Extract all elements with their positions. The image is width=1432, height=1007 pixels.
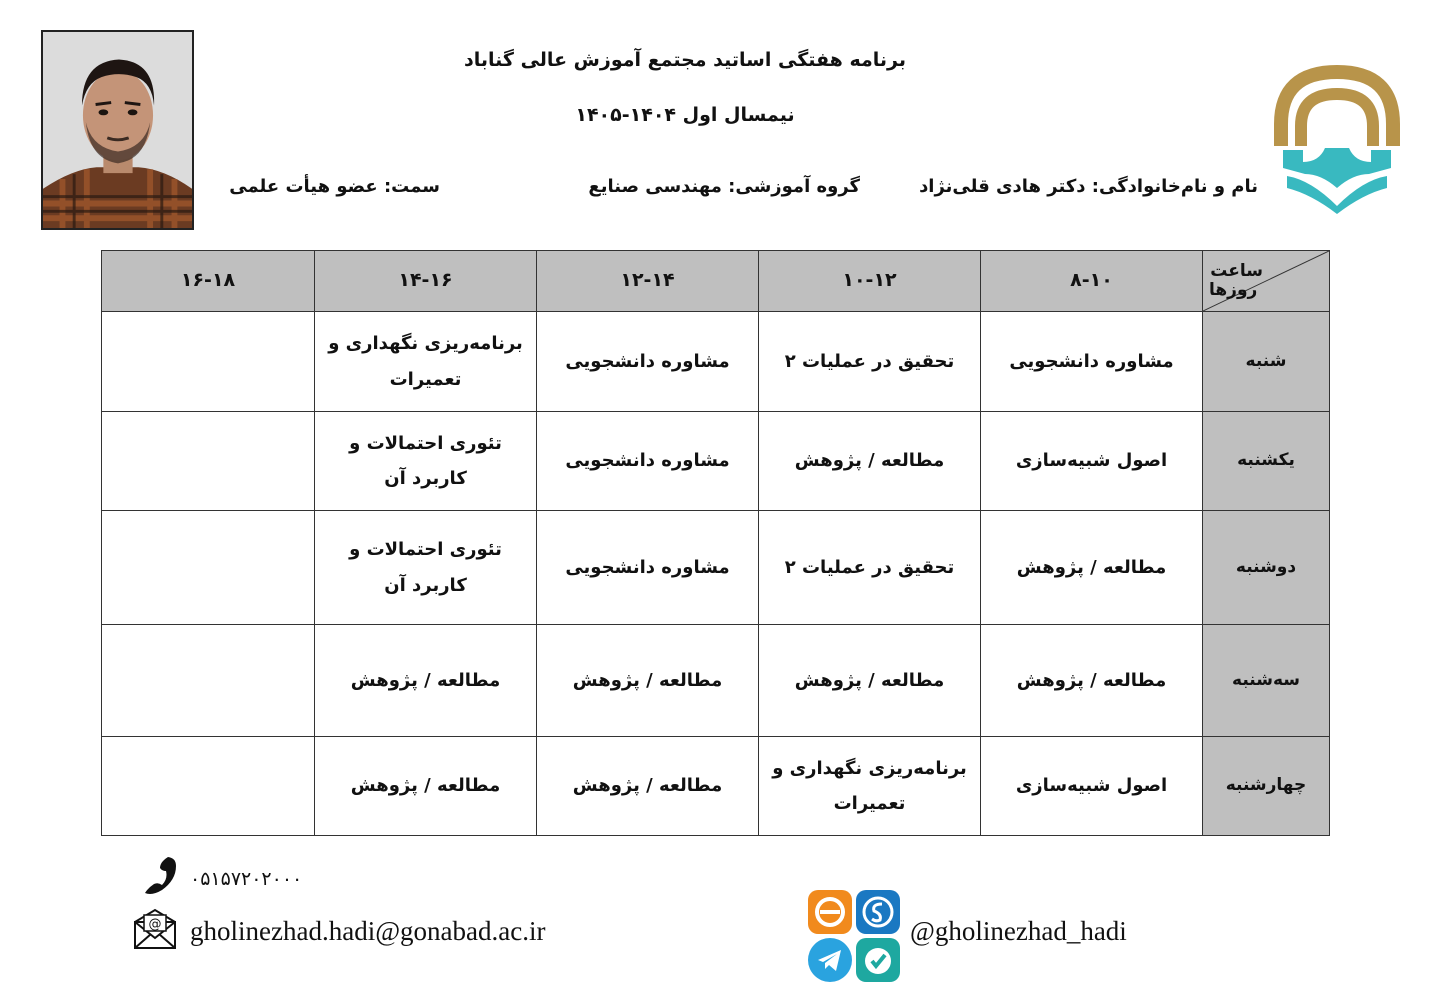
time-slot-header: ۱۲-۱۴ <box>537 251 759 312</box>
professor-name: نام و نام‌خانوادگی: دکتر هادی قلی‌نژاد <box>919 176 1258 197</box>
schedule-cell: مشاوره دانشجویی <box>537 412 759 511</box>
profile-photo <box>41 30 194 230</box>
corner-cell <box>1203 251 1330 312</box>
table-row <box>102 625 1330 737</box>
phone-icon <box>138 854 180 896</box>
soroush-icon[interactable] <box>856 890 900 934</box>
schedule-cell: مطالعه / پژوهش <box>315 625 537 737</box>
time-slot-header: ۱۶-۱۸ <box>102 251 315 312</box>
semester-label: نیمسال اول ۱۴۰۴-۱۴۰۵ <box>575 104 795 126</box>
institution-logo <box>1273 64 1401 214</box>
phone-number[interactable]: ۰۵۱۵۷۲۰۲۰۰۰ <box>190 868 303 890</box>
table-row <box>102 412 1330 511</box>
day-label: چهارشنبه <box>1203 737 1330 836</box>
email-address[interactable]: gholinezhad.hadi@gonabad.ac.ir <box>190 916 546 946</box>
schedule-cell <box>102 412 315 511</box>
table-row <box>102 737 1330 836</box>
table-header-row <box>102 251 1330 312</box>
day-label: یکشنبه <box>1203 412 1330 511</box>
weekly-schedule-table <box>101 250 1330 836</box>
eitaa-icon[interactable] <box>808 890 852 934</box>
schedule-cell: تحقیق در عملیات ۲ <box>759 511 981 625</box>
department-group: گروه آموزشی: مهندسی صنایع <box>588 176 860 197</box>
schedule-cell: مطالعه / پژوهش <box>315 737 537 836</box>
schedule-cell <box>102 625 315 737</box>
schedule-cell: تئوری احتمالات و کاربرد آن <box>315 511 537 625</box>
schedule-cell: مشاوره دانشجویی <box>537 511 759 625</box>
schedule-cell: مطالعه / پژوهش <box>537 737 759 836</box>
schedule-cell: مشاوره دانشجویی <box>537 312 759 412</box>
schedule-cell: اصول شبیه‌سازی <box>981 412 1203 511</box>
schedule-cell: مطالعه / پژوهش <box>981 625 1203 737</box>
day-label: شنبه <box>1203 312 1330 412</box>
schedule-cell <box>102 737 315 836</box>
day-label: سه‌شنبه <box>1203 625 1330 737</box>
table-row <box>102 511 1330 625</box>
social-handle[interactable]: @gholinezhad_hadi <box>910 916 1127 946</box>
schedule-cell: مطالعه / پژوهش <box>759 625 981 737</box>
corner-days-label: روزها <box>1209 279 1258 300</box>
schedule-cell <box>102 511 315 625</box>
corner-hour-label: ساعت <box>1210 261 1263 281</box>
schedule-cell: برنامه‌ریزی نگهداری و تعمیرات <box>315 312 537 412</box>
schedule-cell: مطالعه / پژوهش <box>759 412 981 511</box>
position-label: سمت: عضو هیأت علمی <box>229 176 440 197</box>
time-slot-header: ۸-۱۰ <box>981 251 1203 312</box>
schedule-cell: اصول شبیه‌سازی <box>981 737 1203 836</box>
time-slot-header: ۱۰-۱۲ <box>759 251 981 312</box>
schedule-cell: تحقیق در عملیات ۲ <box>759 312 981 412</box>
schedule-cell: تئوری احتمالات و کاربرد آن <box>315 412 537 511</box>
schedule-cell: مطالعه / پژوهش <box>981 511 1203 625</box>
svg-text:@: @ <box>148 917 162 932</box>
schedule-cell <box>102 312 315 412</box>
page-title: برنامه هفتگی اساتید مجتمع آموزش عالی گناباد <box>464 49 906 71</box>
table-row <box>102 312 1330 412</box>
schedule-cell: برنامه‌ریزی نگهداری و تعمیرات <box>759 737 981 836</box>
day-label: دوشنبه <box>1203 511 1330 625</box>
schedule-cell: مشاوره دانشجویی <box>981 312 1203 412</box>
telegram-icon[interactable] <box>808 938 852 982</box>
schedule-cell: مطالعه / پژوهش <box>537 625 759 737</box>
mail-icon <box>132 908 178 950</box>
time-slot-header: ۱۴-۱۶ <box>315 251 537 312</box>
bale-icon[interactable] <box>856 938 900 982</box>
